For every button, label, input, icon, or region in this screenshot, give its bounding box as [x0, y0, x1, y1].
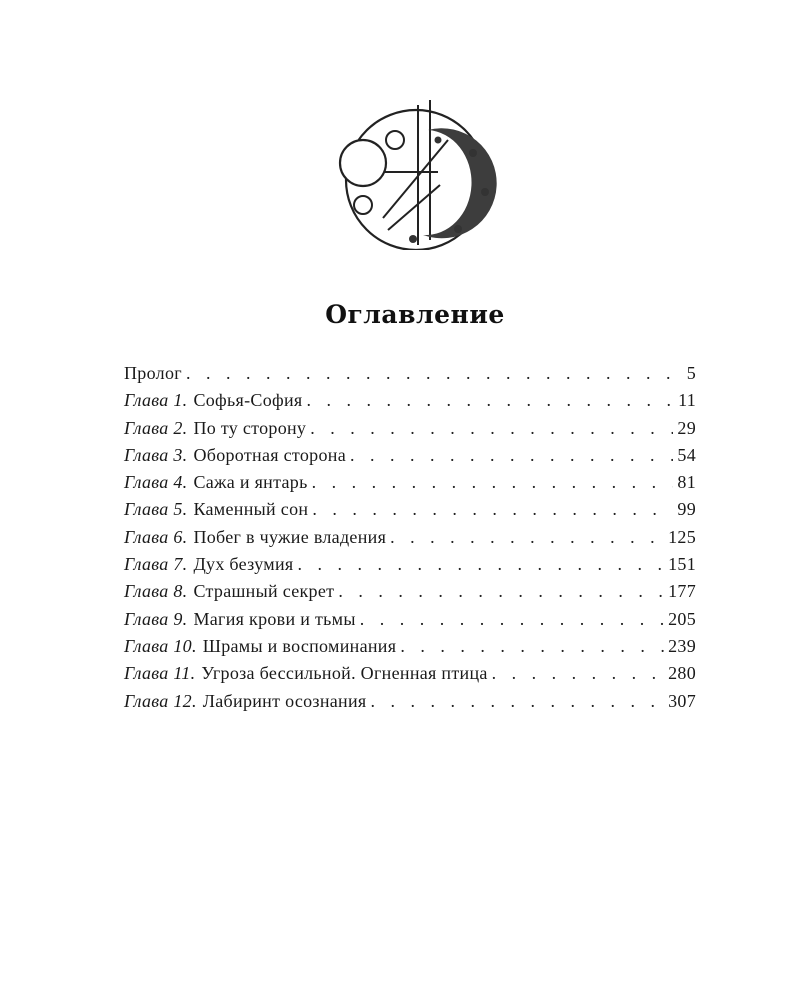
toc-entry-chapter: Глава 7. [124, 554, 188, 575]
toc-title: Оглавление [325, 300, 505, 329]
toc-entry-page: 125 [668, 526, 696, 547]
toc-entry-chapter: Глава 5. [124, 499, 188, 520]
toc-entry-page: 280 [668, 663, 696, 684]
toc-entry-page: 151 [668, 554, 696, 575]
toc-entry-chapter: Глава 4. [124, 472, 188, 493]
toc-entry-page: 54 [677, 444, 696, 465]
toc-entry-chapter-7[interactable] [124, 554, 696, 581]
toc-leader-dots [312, 472, 674, 493]
toc-entry-name: Оборотная сторона [193, 444, 346, 465]
toc-entry-name: Угроза бессильной. Огненная птица [201, 663, 488, 684]
toc-entry-chapter: Глава 11. [124, 663, 196, 684]
toc-entry-name: Лабиринт осознания [202, 690, 367, 711]
toc-entry-chapter-10[interactable] [124, 636, 696, 663]
toc-entry-name: Каменный сон [193, 499, 309, 520]
toc-leader-dots [312, 499, 673, 520]
toc-entry-chapter-12[interactable] [124, 691, 696, 718]
toc-entry-chapter-11[interactable] [124, 663, 696, 690]
toc-entry-chapter: Глава 2. [124, 417, 188, 438]
toc-leader-dots [297, 554, 664, 575]
toc-entry-chapter: Глава 8. [124, 581, 188, 602]
toc-entry-name: Шрамы и воспоминания [202, 635, 397, 656]
toc-list [124, 363, 696, 718]
toc-leader-dots [360, 609, 664, 630]
toc-entry-page: 11 [678, 390, 696, 411]
toc-leader-dots [310, 418, 673, 439]
toc-entry-name: Дух безумия [193, 554, 294, 575]
toc-entry-page: 5 [686, 363, 696, 383]
toc-entry-chapter: Глава 9. [124, 608, 188, 629]
toc-leader-dots [338, 581, 664, 602]
toc-leader-dots [371, 691, 665, 712]
toc-leader-dots [307, 390, 675, 411]
toc-entry-page: 99 [677, 499, 696, 520]
toc-entry-name: Софья-София [193, 390, 303, 411]
toc-entry-chapter-9[interactable] [124, 609, 696, 636]
toc-entry-chapter-5[interactable] [124, 499, 696, 526]
toc-entry-name: По ту сторону [193, 417, 307, 438]
toc-entry-chapter-1[interactable] [124, 390, 696, 417]
toc-entry-prologue[interactable] [124, 363, 696, 390]
toc-entry-page: 29 [677, 417, 696, 438]
toc-leader-dots [350, 445, 673, 466]
toc-entry-chapter-6[interactable] [124, 527, 696, 554]
crescent-moon-emblem-icon [328, 100, 498, 250]
toc-leader-dots [492, 663, 664, 684]
toc-entry-page: 177 [668, 581, 696, 602]
toc-entry-chapter-3[interactable] [124, 445, 696, 472]
toc-entry-page: 239 [668, 635, 696, 656]
toc-entry-chapter-2[interactable] [124, 418, 696, 445]
toc-entry-chapter: Глава 3. [124, 444, 188, 465]
toc-entry-name: Страшный секрет [193, 581, 335, 602]
toc-entry-page: 81 [677, 472, 696, 493]
toc-entry-name: Пролог [124, 363, 182, 383]
toc-entry-chapter: Глава 6. [124, 526, 188, 547]
toc-entry-name: Побег в чужие владения [193, 526, 387, 547]
toc-leader-dots [186, 363, 683, 384]
toc-leader-dots [400, 636, 664, 657]
toc-entry-name: Магия крови и тьмы [193, 608, 356, 629]
toc-entry-chapter-4[interactable] [124, 472, 696, 499]
toc-entry-chapter: Глава 1. [124, 390, 188, 411]
toc-leader-dots [390, 527, 664, 548]
toc-entry-chapter-8[interactable] [124, 581, 696, 608]
toc-entry-name: Сажа и янтарь [193, 472, 308, 493]
toc-entry-page: 307 [668, 690, 696, 711]
toc-entry-page: 205 [668, 608, 696, 629]
toc-entry-chapter: Глава 10. [124, 635, 197, 656]
toc-entry-chapter: Глава 12. [124, 690, 197, 711]
